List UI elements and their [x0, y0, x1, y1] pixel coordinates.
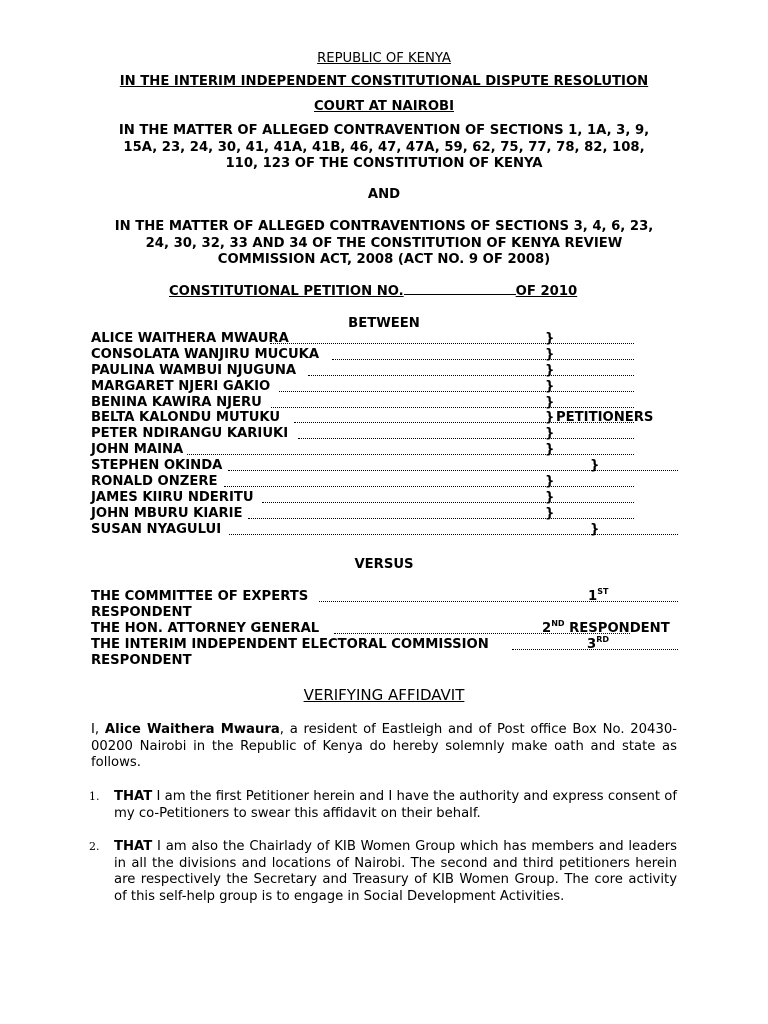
petition-number-blank: [404, 294, 516, 295]
petitioner-name: RONALD ONZERE: [91, 474, 218, 490]
affidavit-title: VERIFYING AFFIDAVIT: [303, 686, 465, 704]
respondent-name: THE HON. ATTORNEY GENERAL: [91, 621, 320, 636]
leader-dots: [319, 601, 678, 602]
leader-dots: [270, 343, 634, 344]
leader-dots: [332, 359, 634, 360]
leader-dots: [308, 375, 634, 376]
item-text: THAT I am also the Chairlady of KIB Women Group which has members and leaders in all the divisions and locations of Nairobi. The second and third petitioners herein are respectively the Secretary and Treasury of KIB Women Group. The core activity of this self-help group is to engage in Social Development Activities.: [114, 839, 677, 904]
respondent-name: THE COMMITTEE OF EXPERTS: [91, 589, 309, 604]
leader-dots: [187, 454, 634, 455]
matter-1-line-3: 110, 123 OF THE CONSTITUTION OF KENYA: [225, 156, 543, 171]
brace: }: [545, 489, 555, 505]
leader-dots: [228, 470, 678, 471]
court-name: IN THE INTERIM INDEPENDENT CONSTITUTIONAL DISPUTE RESOLUTION: [119, 74, 649, 89]
petitioner-name: BENINA KAWIRA NJERU: [91, 394, 262, 410]
respondent-3: [91, 637, 681, 654]
between-label: BETWEEN: [348, 316, 420, 331]
brace: }: [545, 426, 555, 442]
court-location: COURT AT NAIROBI: [314, 99, 454, 114]
respondent-1-role: RESPONDENT: [91, 605, 192, 620]
petition-year: OF 2010: [515, 284, 578, 299]
and-label: AND: [367, 187, 401, 202]
matter-2-line-1: IN THE MATTER OF ALLEGED CONTRAVENTIONS OF SECTIONS 3, 4, 6, 23,: [114, 219, 654, 234]
leader-dots: [262, 502, 634, 503]
respondent-ordinal: 3RD: [587, 635, 609, 652]
petitioner-name: SUSAN NYAGULUI: [91, 521, 222, 537]
petitioners-label: PETITIONERS: [556, 410, 654, 426]
leader-dots: [271, 407, 634, 408]
brace: }: [545, 362, 555, 378]
petitioner-name: STEPHEN OKINDA: [91, 458, 223, 474]
court-country: REPUBLIC OF KENYA: [317, 51, 451, 66]
leader-dots: [224, 486, 634, 487]
brace: }: [590, 521, 600, 537]
leader-dots: [298, 438, 634, 439]
respondent-1: [91, 589, 681, 606]
brace: }: [545, 474, 555, 490]
respondent-ordinal: 1ST: [588, 587, 609, 604]
petitioner-name: JOHN MBURU KIARIE: [91, 505, 243, 521]
respondent-name: THE INTERIM INDEPENDENT ELECTORAL COMMISSION: [91, 637, 489, 652]
intro-paragraph: I, Alice Waithera Mwaura, a resident of Eastleigh and of Post office Box No. 20430-00200 Nairobi in the Republic of Kenya do hereby solemnly make oath and state as follows.: [91, 722, 677, 770]
leader-dots: [248, 518, 634, 519]
petitioner-name: CONSOLATA WANJIRU MUCUKA: [91, 346, 320, 362]
leader-dots: [229, 534, 678, 535]
deponent-name: Alice Waithera Mwaura: [104, 722, 280, 737]
matter-1-line-2: 15A, 23, 24, 30, 41, 41A, 41B, 46, 47, 47A, 59, 62, 75, 77, 78, 82, 108,: [123, 139, 645, 155]
item-number: 2.: [89, 840, 100, 853]
respondent-2: [91, 621, 681, 638]
leader-dots: [279, 391, 634, 392]
petitioner-name: PETER NDIRANGU KARIUKI: [91, 426, 289, 442]
petitioner-name: PAULINA WAMBUI NJUGUNA: [91, 362, 297, 378]
petition-number: [169, 284, 577, 301]
item-text: THAT I am the first Petitioner herein and I have the authority and express consent of my co-Petitioners to swear this affidavit on their behalf.: [114, 789, 677, 821]
petitioner-name: BELTA KALONDU MUTUKU: [91, 410, 281, 426]
brace: }: [545, 346, 555, 362]
matter-2-line-3: COMMISSION ACT, 2008 (ACT NO. 9 OF 2008): [217, 252, 551, 267]
petition-label: CONSTITUTIONAL PETITION NO.: [169, 284, 404, 299]
respondent-3-role: RESPONDENT: [91, 653, 192, 668]
petitioner-name: MARGARET NJERI GAKIO: [91, 378, 271, 394]
petitioner-name: JOHN MAINA: [91, 442, 184, 458]
petitioner-name: JAMES KIIRU NDERITU: [91, 489, 254, 505]
respondent-ordinal: 2ND RESPONDENT: [542, 619, 670, 636]
matter-1-line-1: IN THE MATTER OF ALLEGED CONTRAVENTION OF SECTIONS 1, 1A, 3, 9,: [118, 123, 650, 138]
brace: }: [545, 442, 555, 458]
matter-2-line-2: 24, 30, 32, 33 AND 34 OF THE CONSTITUTION OF KENYA REVIEW: [145, 235, 623, 251]
brace: }: [545, 410, 555, 426]
brace: }: [590, 458, 600, 474]
brace: }: [545, 331, 555, 346]
item-number: 1.: [89, 790, 100, 803]
versus-label: VERSUS: [354, 557, 414, 572]
petitioner-name: ALICE WAITHERA MWAURA: [91, 331, 289, 346]
brace: }: [545, 378, 555, 394]
brace: }: [545, 394, 555, 410]
brace: }: [545, 505, 555, 521]
